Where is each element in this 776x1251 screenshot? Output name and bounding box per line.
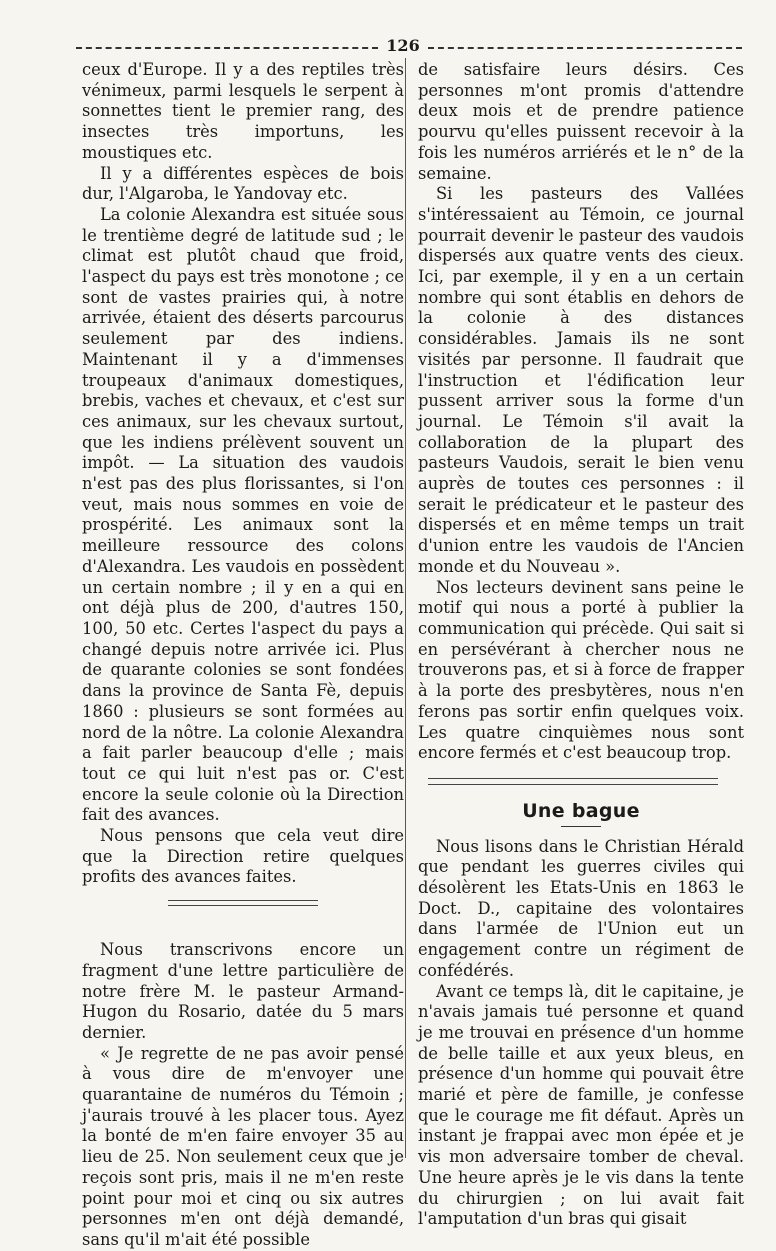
paragraph: de satisfaire leurs désirs. Ces personnes m'ont promis d'attendre deux mois et de prendre patience pourvu qu'elles puissent recevoir à la fois les numéros arriérés et le n° de la semaine. [418, 60, 744, 183]
section-title: Une bague [522, 799, 640, 822]
paragraph: Nos lecteurs devinent sans peine le motif qui nous a porté à publier la communication qui précède. Qui sait si en persévérant à chercher nous ne trouverons pas, et si à force de frapper à la porte des presbytères, nous n'en ferons pas sortir enfin quelques voix. Les quatre cinquièmes nous sont encore fermés et c'est beaucoup trop. [418, 577, 744, 763]
column-divider [405, 58, 406, 1158]
section-separator [168, 900, 318, 906]
header-rule-right [428, 47, 742, 49]
paragraph: Nous transcrivons encore un fragment d'une lettre particulière de notre frère M. le pasteur Armand-Hugon du Rosario, datée du 5 mars dernier. [82, 940, 404, 1042]
section-separator [428, 778, 718, 785]
paragraph: Nous lisons dans le Christian Hérald que pendant les guerres civiles qui désolèrent les Etats-Unis en 1863 le Doct. D., capitaine des volontaires dans l'armée de l'Union eut un engagement contre un régiment de confédérés. [418, 836, 744, 980]
title-underline [561, 826, 601, 827]
paragraph: « Je regrette de ne pas avoir pensé à vous dire de m'envoyer une quarantaine de numéros du Témoin ; j'aurais trouvé à les placer tous. Ayez la bonté de m'en faire envoyer 35 au lieu de 25. Non seulement ceux que je reçois sont pris, mais il ne m'en reste point pour moi et cinq ou six autres personnes m'en ont déjà demandé, sans qu'il m'ait été possible [82, 1043, 404, 1249]
right-column [418, 60, 744, 1230]
left-column [82, 60, 404, 1251]
page-header [76, 38, 742, 56]
page-number: 126 [386, 36, 420, 55]
paragraph: Avant ce temps là, dit le capitaine, je n'avais jamais tué personne et quand je me trouvai en présence d'un homme de belle taille et aux yeux bleus, en présence d'un homme qui pouvait être marié et père de famille, je confesse que le courage me fit défaut. Après un instant je frappai avec mon épée et je vis mon adversaire tomber de cheval. Une heure après je le vis dans la tente du chirurgien ; on lui avait fait l'amputation d'un bras qui gisait [418, 981, 744, 1229]
paragraph: Nous pensons que cela veut dire que la Direction retire quelques profits des avances faites. [82, 826, 404, 887]
paragraph: Il y a différentes espèces de bois dur, l'Algaroba, le Yandovay etc. [82, 163, 404, 204]
paragraph: Si les pasteurs des Vallées s'intéressaient au Témoin, ce journal pourrait devenir le pasteur des vaudois dispersés aux quatre vents des cieux. Ici, par exemple, il y en a un certain nombre qui sont établis en dehors de la colonie à des distances considérables. Jamais ils ne sont visités par personne. Il faudrait que l'instruction et l'édification leur pussent arriver sous la forme d'un journal. Le Témoin s'il avait la collaboration de la plupart des pasteurs Vaudois, serait le bien venu auprès de toutes ces personnes : il serait le prédicateur et le pasteur des dispersés et en même temps un trait d'union entre les vaudois de l'Ancien monde et du Nouveau ». [418, 184, 744, 576]
paragraph: ceux d'Europe. Il y a des reptiles très vénimeux, parmi lesquels le serpent à sonnettes tient le premier rang, des insectes très importuns, les moustiques etc. [82, 60, 404, 162]
header-rule-left [76, 47, 378, 49]
paragraph: La colonie Alexandra est située sous le trentième degré de latitude sud ; le climat est plutôt chaud que froid, l'aspect du pays est très monotone ; ce sont de vastes prairies qui, à notre arrivée, étaient des déserts parcourus seulement par des indiens. Maintenant il y a d'immenses troupeaux d'animaux domestiques, brebis, vaches et chevaux, et c'est sur ces animaux, sur les chevaux surtout, que les indiens prélèvent souvent un impôt. — La situation des vaudois n'est pas des plus florissantes, si l'on veut, mais nous sommes en voie de prospérité. Les animaux sont la meilleure ressource des colons d'Alexandra. Les vaudois en possèdent un certain nombre ; il y en a qui en ont déjà plus de 200, d'autres 150, 100, 50 etc. Certes l'aspect du pays a changé depuis notre arrivée ici. Plus de quarante colonies se sont fondées dans la province de Santa Fè, depuis 1860 : plusieurs se sont formées au nord de la nôtre. La colonie Alexandra a fait parler beaucoup d'elle ; mais tout ce qui luit n'est pas or. C'est encore la seule colonie où la Direction fait des avances. [82, 204, 404, 825]
